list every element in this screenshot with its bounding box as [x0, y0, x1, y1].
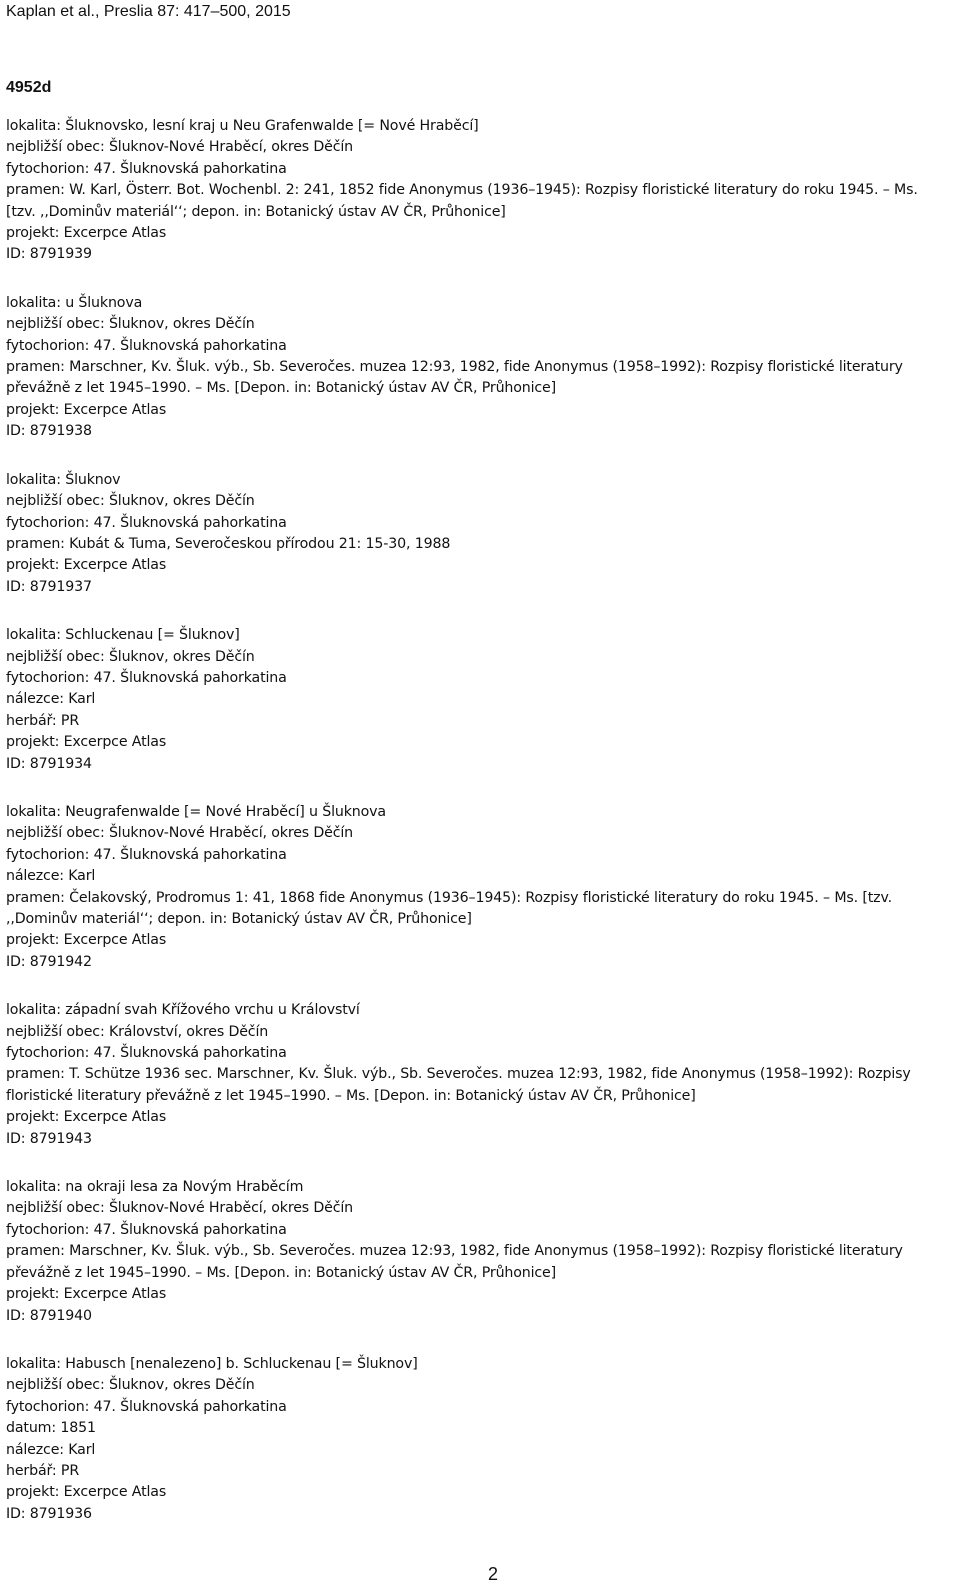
- record-list: [6, 116, 946, 1552]
- record-field-fytochorion: fytochorion: 47. Šluknovská pahorkatina: [6, 669, 287, 686]
- record-field-id: ID: 8791940: [6, 1307, 92, 1324]
- record-entry: [6, 1000, 946, 1150]
- record-field-id: ID: 8791942: [6, 953, 92, 970]
- record-field-projekt: projekt: Excerpce Atlas: [6, 1286, 167, 1303]
- record-field-id: ID: 8791936: [6, 1505, 92, 1522]
- record-field-pramen: pramen: Marschner, Kv. Šluk. výb., Sb. Severočes. muzea 12:93, 1982, fide Anonymus (1958–1992): Rozpisy floristické literatury převážně z let 1945–1990. – Ms. [Depon. in: Botanický ústav AV ČR, Průhonice]: [6, 1243, 903, 1281]
- record-field-projekt: projekt: Excerpce Atlas: [6, 557, 167, 574]
- record-field-nejbli-obec: nejbližší obec: Šluknov, okres Děčín: [6, 648, 255, 665]
- record-entry: [6, 625, 946, 775]
- record-field-n-lezce: nálezce: Karl: [6, 691, 96, 708]
- record-field-nejbli-obec: nejbližší obec: Šluknov, okres Děčín: [6, 493, 255, 510]
- record-entry: [6, 116, 946, 266]
- record-field-n-lezce: nálezce: Karl: [6, 1441, 96, 1458]
- record-field-projekt: projekt: Excerpce Atlas: [6, 1109, 167, 1126]
- record-entry: [6, 1354, 946, 1525]
- record-entry: [6, 293, 946, 443]
- record-field-nejbli-obec: nejbližší obec: Šluknov-Nové Hraběcí, okres Děčín: [6, 139, 354, 156]
- record-field-lokalita: lokalita: Neugrafenwalde [= Nové Hraběcí] u Šluknova: [6, 803, 386, 820]
- record-field-lokalita: lokalita: Šluknovsko, lesní kraj u Neu Grafenwalde [= Nové Hraběcí]: [6, 118, 479, 134]
- record-field-projekt: projekt: Excerpce Atlas: [6, 932, 167, 949]
- taxon-code: 4952d: [6, 79, 52, 96]
- record-field-lokalita: lokalita: západní svah Křížového vrchu u Království: [6, 1002, 360, 1019]
- record-field-pramen: pramen: Marschner, Kv. Šluk. výb., Sb. Severočes. muzea 12:93, 1982, fide Anonymus (1958–1992): Rozpisy floristické literatury převážně z let 1945–1990. – Ms. [Depon. in: Botanický ústav AV ČR, Průhonice]: [6, 359, 903, 397]
- record-field-fytochorion: fytochorion: 47. Šluknovská pahorkatina: [6, 846, 287, 863]
- record-entry: [6, 1177, 946, 1327]
- record-field-lokalita: lokalita: Habusch [nenalezeno] b. Schluckenau [= Šluknov]: [6, 1355, 418, 1372]
- running-header: Kaplan et al., Preslia 87: 417–500, 2015: [6, 3, 291, 20]
- record-field-fytochorion: fytochorion: 47. Šluknovská pahorkatina: [6, 337, 287, 354]
- record-field-id: ID: 8791943: [6, 1130, 92, 1147]
- record-field-nejbli-obec: nejbližší obec: Šluknov-Nové Hraběcí, okres Děčín: [6, 1200, 354, 1217]
- record-field-lokalita: lokalita: Schluckenau [= Šluknov]: [6, 627, 240, 644]
- record-field-herb-: herbář: PR: [6, 712, 80, 729]
- record-field-projekt: projekt: Excerpce Atlas: [6, 225, 167, 242]
- page-number: 2: [487, 1564, 498, 1584]
- record-field-nejbli-obec: nejbližší obec: Šluknov, okres Děčín: [6, 1377, 255, 1394]
- record-field-fytochorion: fytochorion: 47. Šluknovská pahorkatina: [6, 1398, 287, 1415]
- record-field-lokalita: lokalita: u Šluknova: [6, 294, 143, 311]
- record-field-id: ID: 8791939: [6, 246, 92, 263]
- record-field-pramen: pramen: Kubát & Tuma, Severočeskou přírodou 21: 15-30, 1988: [6, 535, 451, 552]
- record-field-fytochorion: fytochorion: 47. Šluknovská pahorkatina: [6, 1045, 287, 1062]
- record-field-pramen: pramen: Čelakovský, Prodromus 1: 41, 1868 fide Anonymus (1936–1945): Rozpisy floristické literatury do roku 1945. – Ms. [tzv. ,,Dominův materiál‘‘; depon. in: Botanický ústav AV ČR, Průhonice]: [6, 889, 892, 927]
- record-field-fytochorion: fytochorion: 47. Šluknovská pahorkatina: [6, 514, 287, 531]
- record-field-datum: datum: 1851: [6, 1420, 96, 1437]
- record-field-herb-: herbář: PR: [6, 1462, 80, 1479]
- record-field-id: ID: 8791937: [6, 578, 92, 595]
- record-field-nejbli-obec: nejbližší obec: Šluknov-Nové Hraběcí, okres Děčín: [6, 825, 354, 842]
- record-field-id: ID: 8791934: [6, 755, 92, 772]
- record-field-pramen: pramen: T. Schütze 1936 sec. Marschner, Kv. Šluk. výb., Sb. Severočes. muzea 12:93, 1982, fide Anonymus (1958–1992): Rozpisy floristické literatury převážně z let 1945–1990. – Ms. [Depon. in: Botanický ústav AV ČR, Průhonice]: [6, 1066, 911, 1104]
- record-field-id: ID: 8791938: [6, 423, 92, 440]
- record-field-fytochorion: fytochorion: 47. Šluknovská pahorkatina: [6, 160, 287, 177]
- record-field-nejbli-obec: nejbližší obec: Království, okres Děčín: [6, 1023, 269, 1040]
- record-field-n-lezce: nálezce: Karl: [6, 868, 96, 885]
- record-field-projekt: projekt: Excerpce Atlas: [6, 734, 167, 751]
- record-field-fytochorion: fytochorion: 47. Šluknovská pahorkatina: [6, 1221, 287, 1238]
- record-field-lokalita: lokalita: na okraji lesa za Novým Hraběcím: [6, 1179, 304, 1196]
- record-field-projekt: projekt: Excerpce Atlas: [6, 1484, 167, 1501]
- record-field-pramen: pramen: W. Karl, Österr. Bot. Wochenbl. 2: 241, 1852 fide Anonymus (1936–1945): Rozpisy floristické literatury do roku 1945. – Ms. [tzv. ,,Dominův materiál‘‘; depon. in: Botanický ústav AV ČR, Průhonice]: [6, 182, 918, 220]
- record-entry: [6, 802, 946, 973]
- record-field-nejbli-obec: nejbližší obec: Šluknov, okres Děčín: [6, 316, 255, 333]
- record-field-lokalita: lokalita: Šluknov: [6, 471, 121, 488]
- record-entry: [6, 470, 946, 598]
- record-field-projekt: projekt: Excerpce Atlas: [6, 401, 167, 418]
